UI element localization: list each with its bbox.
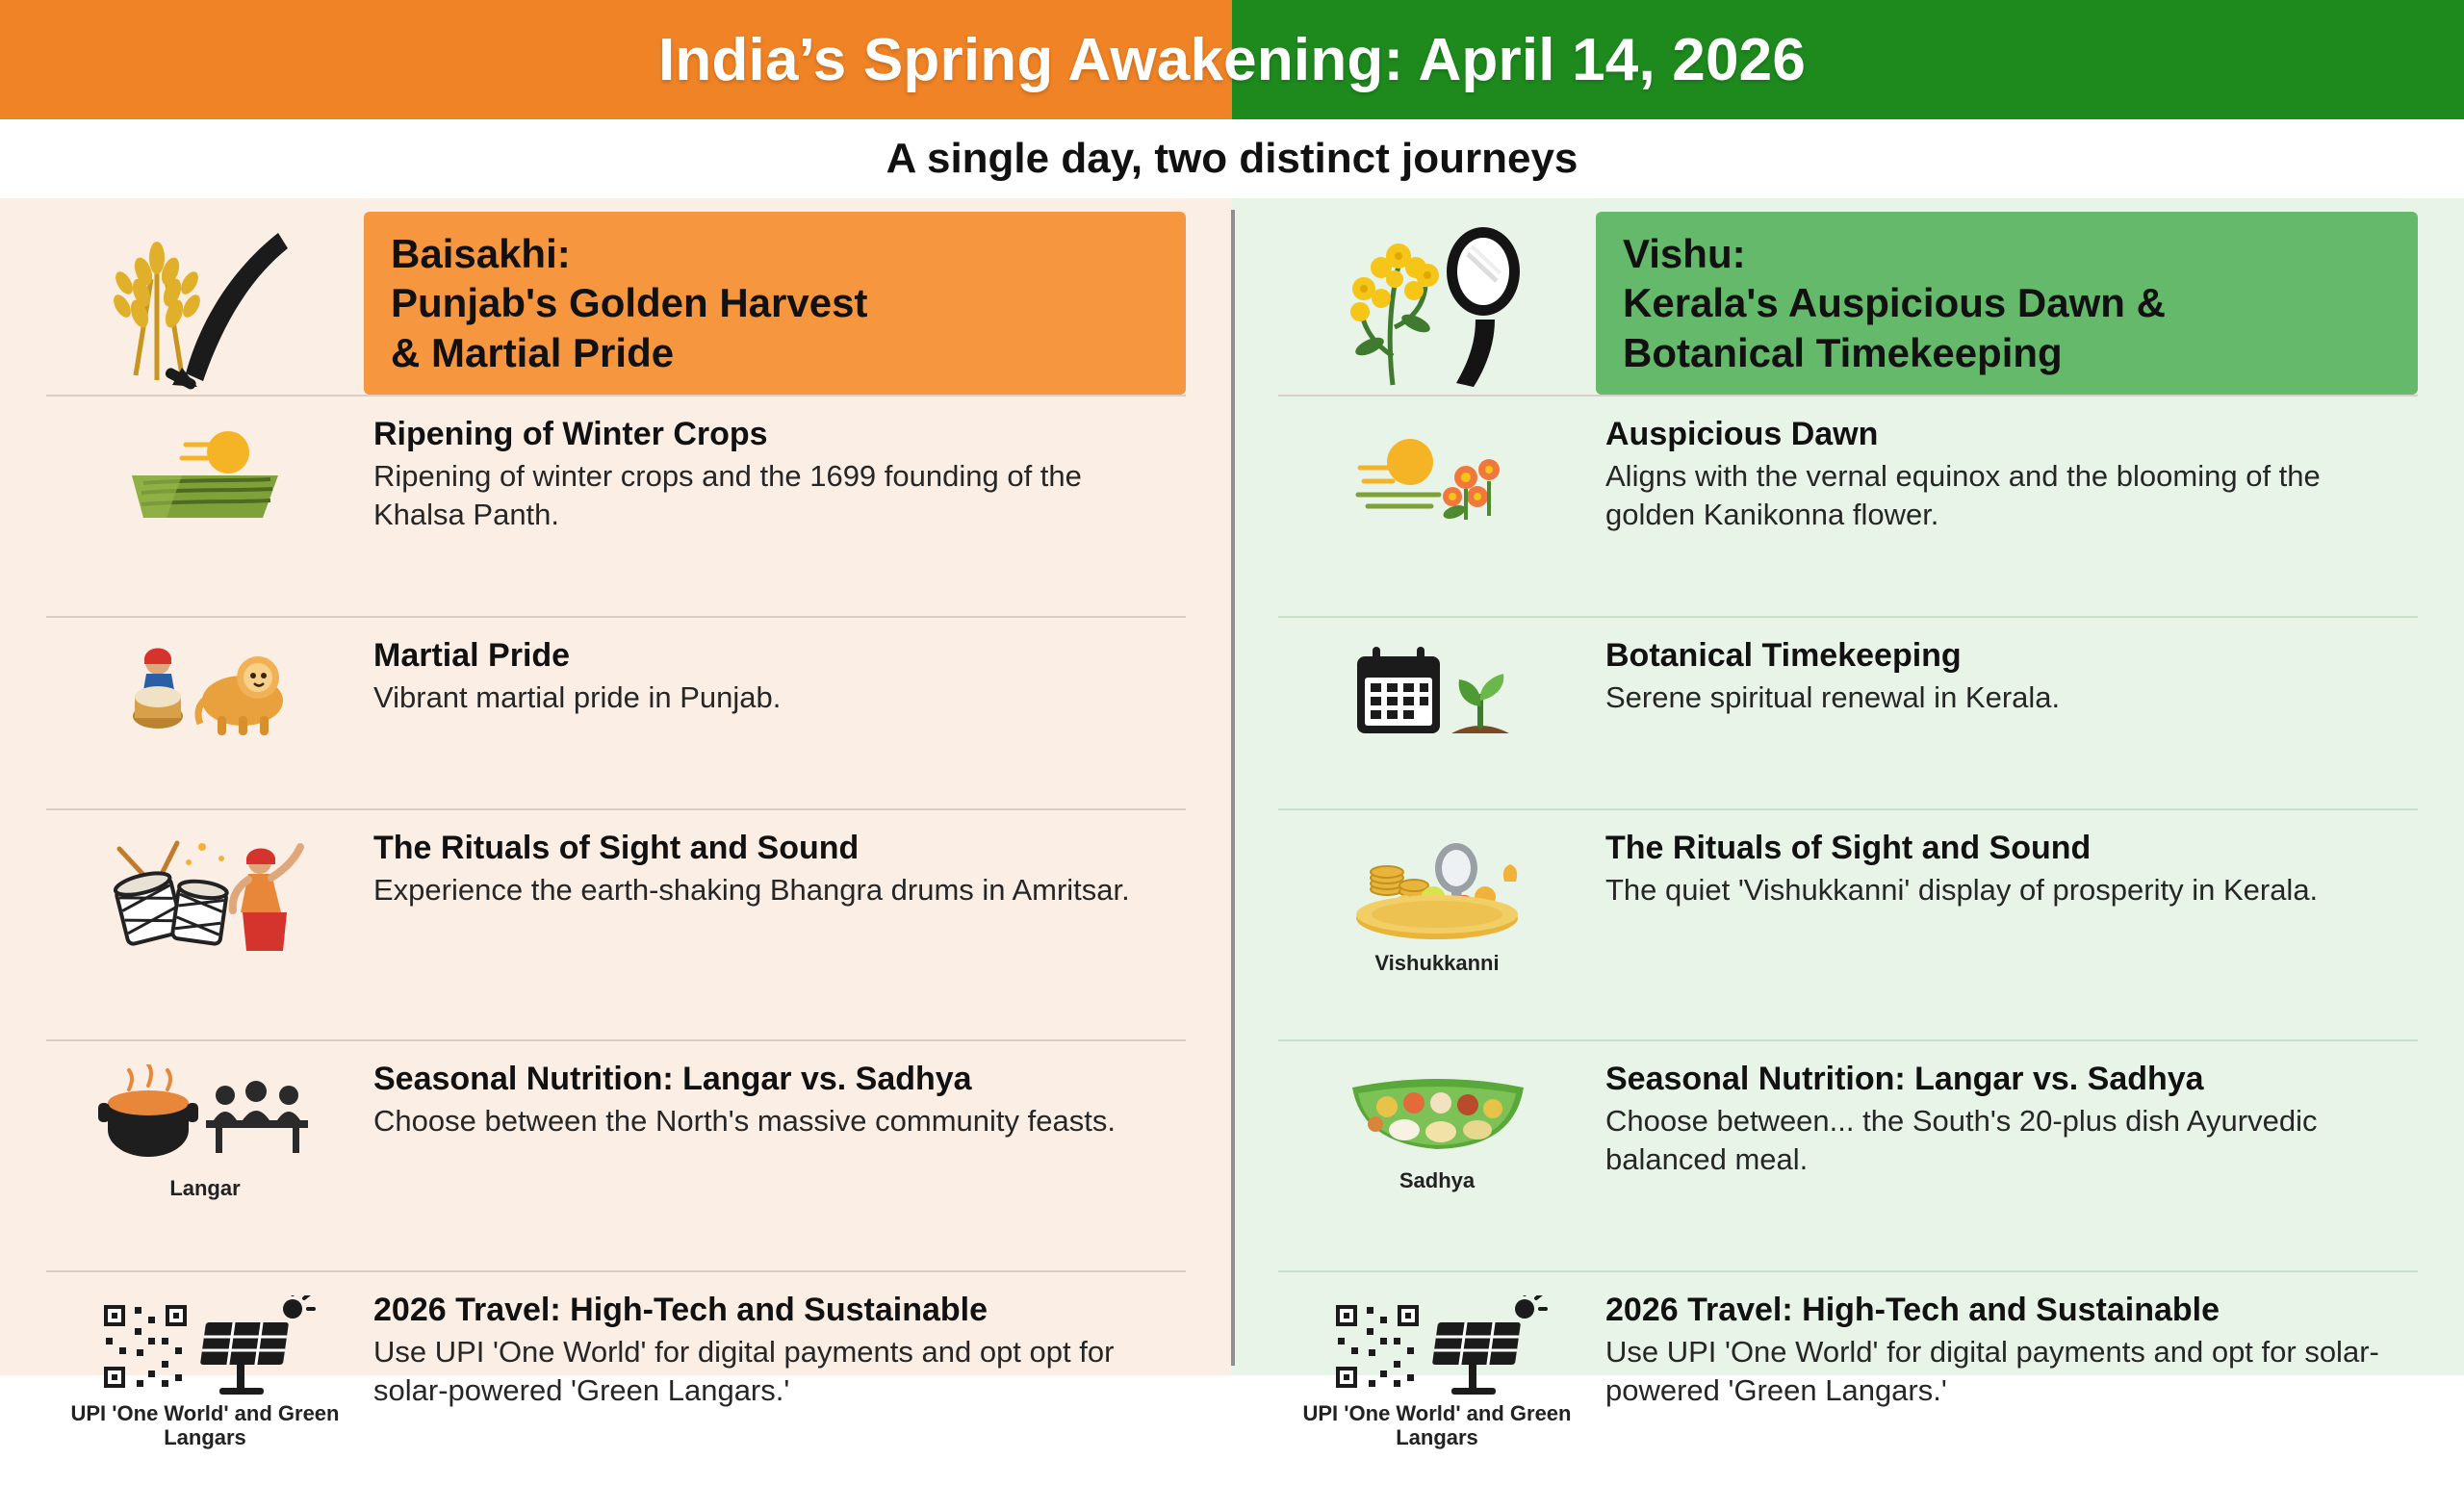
icon-caption: Vishukkanni [1374, 951, 1500, 975]
list-item-desc: Serene spiritual renewal in Kerala. [1605, 680, 2061, 715]
list-item-title: Seasonal Nutrition: Langar vs. Sadhya [1605, 1061, 2204, 1097]
list-item-title: Ripening of Winter Crops [373, 416, 768, 452]
baisakhi-title-line-2: Punjab's Golden Harvest [391, 280, 868, 326]
baisakhi-item-list [46, 395, 1186, 1511]
page-title: India’s Spring Awakening: April 14, 2026 [657, 26, 1807, 93]
vishu-banner-title [1596, 212, 2418, 395]
wheat-and-sword-icon [46, 212, 364, 395]
dhol-drums-and-dancer-icon [46, 830, 364, 959]
column-divider [1231, 210, 1235, 1366]
baisakhi-title-line-3: & Martial Pride [391, 329, 675, 375]
list-item-desc: Use UPI 'One World' for digital payments and opt for solar-powered 'Green Langars.' [1605, 1335, 2379, 1407]
sadhya-banana-leaf-icon [1278, 1061, 1596, 1192]
icon-caption: Langar [169, 1176, 241, 1200]
list-item [1278, 1270, 2418, 1511]
list-item [46, 616, 1186, 808]
vishu-item-list [1278, 395, 2418, 1511]
list-item-title: 2026 Travel: High-Tech and Sustainable [1605, 1292, 2220, 1328]
list-item-title: 2026 Travel: High-Tech and Sustainable [373, 1292, 988, 1328]
list-item-desc: Ripening of winter crops and the 1699 founding of the Khalsa Panth. [373, 459, 1082, 531]
list-item-title: The Rituals of Sight and Sound [1605, 830, 2092, 866]
column-vishu [1232, 198, 2464, 1450]
drummer-and-lion-icon [46, 637, 364, 741]
list-item [1278, 1039, 2418, 1270]
list-item [1278, 616, 2418, 808]
list-item [46, 1270, 1186, 1511]
list-item-title: Botanical Timekeeping [1605, 637, 1962, 674]
list-item-desc: The quiet 'Vishukkanni' display of prosperity in Kerala. [1605, 873, 2319, 908]
list-item-desc: Experience the earth-shaking Bhangra drums in Amritsar. [373, 873, 1130, 908]
column-baisakhi [0, 198, 1232, 1450]
list-item-desc: Choose between the North's massive community feasts. [373, 1104, 1116, 1139]
calendar-and-sprout-icon [1278, 637, 1596, 741]
vishu-title-line-1: Vishu: [1623, 231, 1746, 277]
kanikonna-flower-and-mirror-icon [1278, 212, 1596, 395]
list-item-title: Martial Pride [373, 637, 571, 674]
icon-caption: Sadhya [1399, 1168, 1476, 1192]
qr-code-and-solar-panel-icon [46, 1292, 364, 1450]
list-item-desc: Choose between... the South's 20-plus dish Ayurvedic balanced meal. [1605, 1104, 2318, 1176]
list-item-title: Seasonal Nutrition: Langar vs. Sadhya [373, 1061, 972, 1097]
baisakhi-banner [46, 212, 1186, 395]
sunrise-with-flowers-icon [1278, 416, 1596, 527]
list-item-title: Auspicious Dawn [1605, 416, 1879, 452]
list-item-title: The Rituals of Sight and Sound [373, 830, 860, 866]
list-item-desc: Aligns with the vernal equinox and the blooming of the golden Kanikonna flower. [1605, 459, 2321, 531]
list-item [1278, 808, 2418, 1039]
list-item [1278, 395, 2418, 616]
sunrise-over-fields-icon [46, 416, 364, 525]
qr-code-and-solar-panel-icon [1278, 1292, 1596, 1450]
vishu-title-line-2: Kerala's Auspicious Dawn & [1623, 280, 2166, 326]
vishukkanni-tray-icon [1278, 830, 1596, 975]
list-item-desc: Vibrant martial pride in Punjab. [373, 680, 782, 715]
list-item-desc: Use UPI 'One World' for digital payments and opt opt for solar-powered 'Green Langars.' [373, 1335, 1115, 1407]
comparison-columns [0, 198, 2464, 1450]
vishu-title-line-3: Botanical Timekeeping [1623, 329, 2063, 375]
list-item [46, 808, 1186, 1039]
icon-caption: UPI 'One World' and Green Langars [1302, 1401, 1572, 1450]
vishu-banner [1278, 212, 2418, 395]
baisakhi-title-line-1: Baisakhi: [391, 231, 571, 277]
list-item [46, 395, 1186, 616]
page-subtitle: A single day, two distinct journeys [0, 119, 2464, 198]
list-item [46, 1039, 1186, 1270]
baisakhi-banner-title [364, 212, 1186, 395]
langar-pot-and-communal-table-icon [46, 1061, 364, 1200]
icon-caption: UPI 'One World' and Green Langars [70, 1401, 340, 1450]
header-banner [0, 0, 2464, 119]
